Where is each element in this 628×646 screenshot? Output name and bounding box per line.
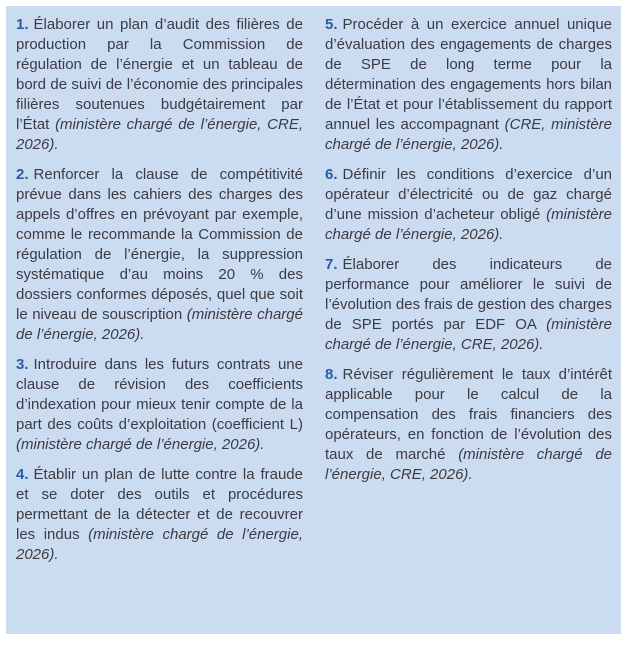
recommendation-text: Définir les conditions d’exercice d’un opérateur d’électricité ou de gaz chargé d’une mission d’acheteur obligé [325, 166, 612, 223]
recommendation-item-4 [16, 465, 303, 565]
recommendation-item-7 [325, 255, 612, 355]
recommendation-item-1 [16, 15, 303, 155]
recommendation-citation: (ministère chargé de l’énergie, CRE, 2026). [325, 316, 612, 353]
right-column [325, 15, 612, 625]
recommendation-number: 7. [325, 256, 338, 273]
two-column-layout [16, 15, 612, 625]
recommendation-number: 3. [16, 356, 29, 373]
recommendation-text: Établir un plan de lutte contre la fraude et se doter des outils et procédures permettant de la détecter et de recouvrer les indus [16, 466, 303, 543]
recommendation-text: Introduire dans les futurs contrats une clause de révision des coefficients d’indexation pour mieux tenir compte de la part des coûts d’exploitation (coefficient L) [16, 356, 303, 433]
recommendation-citation: (ministère chargé de l’énergie, CRE, 2026). [325, 446, 612, 483]
recommendation-text: Élaborer des indicateurs de performance pour améliorer le suivi de l’évolution des frais de gestion des charges de SPE portés par EDF OA [325, 256, 612, 333]
recommendation-number: 8. [325, 366, 338, 383]
recommendation-citation: (ministère chargé de l’énergie, 2026). [325, 206, 612, 243]
recommendation-item-8 [325, 365, 612, 485]
recommendation-number: 6. [325, 166, 338, 183]
recommendation-citation: (CRE, ministère chargé de l’énergie, 2026). [325, 116, 612, 153]
recommendation-citation: (ministère chargé de l’énergie, CRE, 2026). [16, 116, 303, 153]
recommendations-panel [6, 6, 621, 634]
recommendation-item-3 [16, 355, 303, 455]
recommendation-number: 4. [16, 466, 29, 483]
recommendation-item-2 [16, 165, 303, 345]
recommendation-number: 1. [16, 16, 29, 33]
recommendation-text: Élaborer un plan d’audit des filières de production par la Commission de régulation de l’énergie et un tableau de bord de suivi de l’économie des principales filières soutenues budgétairement par l’État [16, 16, 303, 133]
recommendation-number: 2. [16, 166, 29, 183]
left-column [16, 15, 303, 625]
recommendation-citation: (ministère chargé de l’énergie, 2026). [16, 526, 303, 563]
recommendation-number: 5. [325, 16, 338, 33]
recommendation-item-5 [325, 15, 612, 155]
recommendation-item-6 [325, 165, 612, 245]
recommendation-citation: (ministère chargé de l’énergie, 2026). [16, 436, 265, 453]
recommendation-text: Procéder à un exercice annuel unique d’évaluation des engagements de charges de SPE de long terme pour la détermination des engagements hors bilan de l’État et pour l’établissement du rapport annuel les accompagnant [325, 16, 612, 133]
recommendation-text: Réviser régulièrement le taux d’intérêt applicable pour le calcul de la compensation des frais financiers des opérateurs, en fonction de l’évolution des taux de marché [325, 366, 612, 463]
recommendation-text: Renforcer la clause de compétitivité prévue dans les cahiers des charges des appels d’offres en prévoyant par exemple, comme le recommande la Commission de régulation de l’énergie, la suppression systématique d’au moins 20 % des dossiers conformes déposés, quel que soit le niveau de souscription [16, 166, 303, 323]
recommendation-citation: (ministère chargé de l’énergie, 2026). [16, 306, 303, 343]
